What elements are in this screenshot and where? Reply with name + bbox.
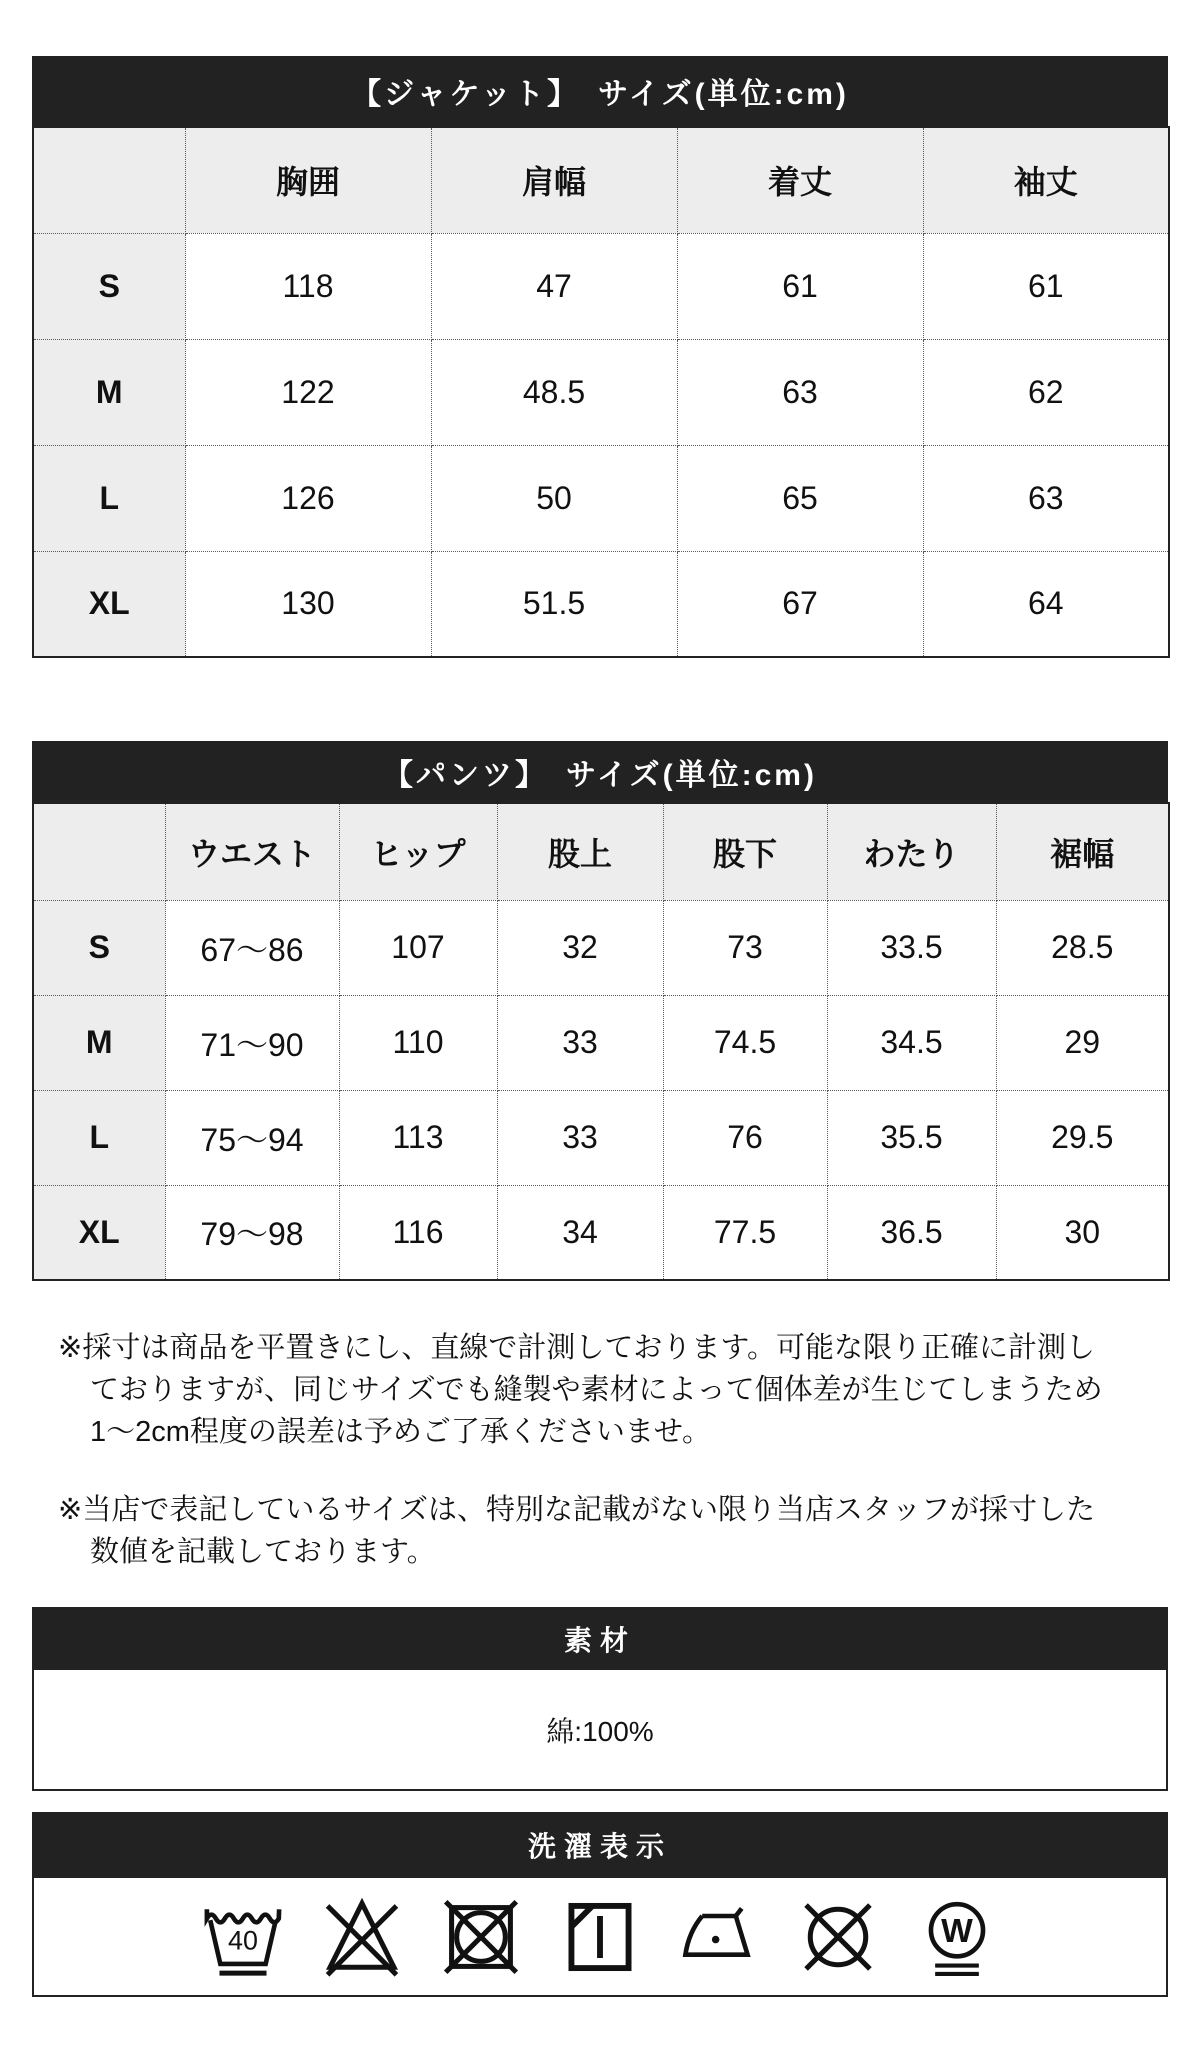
do-not-tumble-dry-icon — [439, 1895, 523, 1979]
note-marker: ※ — [58, 1494, 83, 1526]
jacket-l-length: 65 — [677, 445, 923, 551]
jacket-title-bar — [32, 56, 1168, 126]
jacket-row-xl — [33, 551, 1169, 657]
jacket-xl-length: 67 — [677, 551, 923, 657]
jacket-xl-shoulder: 51.5 — [431, 551, 677, 657]
note-line: ておりますが、同じサイズでも縫製や素材によって個体差が生じてしまうため — [90, 1374, 1103, 1406]
jacket-size-label-m: M — [33, 339, 185, 445]
jacket-s-shoulder: 47 — [431, 233, 677, 339]
jacket-size-label-l: L — [33, 445, 185, 551]
jacket-col-sleeve: 袖丈 — [923, 127, 1169, 233]
svg-text:W: W — [941, 1912, 973, 1950]
note-line: 数値を記載しております。 — [90, 1536, 436, 1568]
wash-40-gentle-icon — [201, 1895, 285, 1979]
pants-m-thigh: 34.5 — [827, 995, 996, 1090]
do-not-dry-clean-icon — [796, 1895, 880, 1979]
jacket-col-length: 着丈 — [677, 127, 923, 233]
pants-s-inseam: 73 — [663, 900, 827, 995]
pants-xl-thigh: 36.5 — [827, 1185, 996, 1280]
jacket-title: 【ジャケット】 サイズ(単位:cm) — [351, 78, 849, 111]
pants-xl-hip: 116 — [339, 1185, 497, 1280]
jacket-m-length: 63 — [677, 339, 923, 445]
material-value-box — [32, 1670, 1168, 1791]
jacket-s-sleeve: 61 — [923, 233, 1169, 339]
pants-corner-cell — [33, 803, 165, 900]
note-text: 当店で表記しているサイズは、特別な記載がない限り当店スタッフが採寸した — [82, 1494, 1095, 1526]
pants-size-section — [32, 741, 1168, 1281]
line-dry-in-shade-icon — [558, 1895, 642, 1979]
jacket-col-chest: 胸囲 — [185, 127, 431, 233]
jacket-row-s — [33, 233, 1169, 339]
pants-xl-waist: 79〜98 — [165, 1185, 339, 1280]
care-section — [32, 1812, 1168, 1997]
material-section — [32, 1607, 1168, 1791]
jacket-m-sleeve: 62 — [923, 339, 1169, 445]
pants-col-rise: 股上 — [497, 803, 663, 900]
jacket-corner-cell — [33, 127, 185, 233]
pants-row-xl — [33, 1185, 1169, 1280]
pants-s-hip: 107 — [339, 900, 497, 995]
pants-l-rise: 33 — [497, 1090, 663, 1185]
care-title-bar — [32, 1812, 1168, 1878]
pants-size-label-s: S — [33, 900, 165, 995]
pants-m-waist: 71〜90 — [165, 995, 339, 1090]
do-not-bleach-icon — [320, 1895, 404, 1979]
pants-m-inseam: 74.5 — [663, 995, 827, 1090]
jacket-s-chest: 118 — [185, 233, 431, 339]
pants-row-m — [33, 995, 1169, 1090]
care-title: 洗濯表示 — [527, 1831, 672, 1862]
pants-m-hem: 29 — [996, 995, 1169, 1090]
pants-s-hem: 28.5 — [996, 900, 1169, 995]
pants-l-waist: 75〜94 — [165, 1090, 339, 1185]
material-title-bar — [32, 1607, 1168, 1670]
care-icons-row — [32, 1878, 1168, 1997]
pants-xl-hem: 30 — [996, 1185, 1169, 1280]
jacket-size-label-xl: XL — [33, 551, 185, 657]
pants-xl-inseam: 77.5 — [663, 1185, 827, 1280]
jacket-m-shoulder: 48.5 — [431, 339, 677, 445]
pants-l-hip: 113 — [339, 1090, 497, 1185]
pants-col-hip: ヒップ — [339, 803, 497, 900]
jacket-row-m — [33, 339, 1169, 445]
material-value: 綿:100% — [546, 1715, 654, 1747]
note-line — [58, 1489, 1160, 1531]
pants-col-waist: ウエスト — [165, 803, 339, 900]
iron-low-one-dot-icon — [677, 1895, 761, 1979]
pants-header-row — [33, 803, 1169, 900]
pants-size-label-xl: XL — [33, 1185, 165, 1280]
staff-measured-note — [58, 1489, 1160, 1573]
notes-block — [58, 1327, 1160, 1573]
pants-size-label-l: L — [33, 1090, 165, 1185]
wet-clean-very-gentle-icon — [915, 1895, 999, 1979]
jacket-l-chest: 126 — [185, 445, 431, 551]
pants-row-s — [33, 900, 1169, 995]
jacket-size-section — [32, 56, 1168, 658]
pants-title-bar — [32, 741, 1168, 802]
note-text: 採寸は商品を平置きにし、直線で計測しております。可能な限り正確に計測し — [82, 1332, 1095, 1364]
material-title: 素材 — [563, 1624, 636, 1656]
pants-col-hem: 裾幅 — [996, 803, 1169, 900]
pants-size-table — [32, 802, 1170, 1281]
jacket-xl-chest: 130 — [185, 551, 431, 657]
note-line: 1〜2cm程度の誤差は予めご了承くださいませ。 — [90, 1416, 712, 1448]
jacket-l-shoulder: 50 — [431, 445, 677, 551]
pants-s-rise: 32 — [497, 900, 663, 995]
jacket-m-chest: 122 — [185, 339, 431, 445]
jacket-size-label-s: S — [33, 233, 185, 339]
pants-s-thigh: 33.5 — [827, 900, 996, 995]
jacket-xl-sleeve: 64 — [923, 551, 1169, 657]
jacket-s-length: 61 — [677, 233, 923, 339]
pants-size-label-m: M — [33, 995, 165, 1090]
svg-text:40: 40 — [228, 1925, 258, 1956]
measurement-note — [58, 1327, 1160, 1453]
pants-l-hem: 29.5 — [996, 1090, 1169, 1185]
note-line — [58, 1327, 1160, 1369]
jacket-l-sleeve: 63 — [923, 445, 1169, 551]
pants-s-waist: 67〜86 — [165, 900, 339, 995]
jacket-col-shoulder: 肩幅 — [431, 127, 677, 233]
pants-l-inseam: 76 — [663, 1090, 827, 1185]
jacket-size-table — [32, 126, 1170, 658]
pants-title: 【パンツ】 サイズ(単位:cm) — [383, 758, 817, 792]
pants-row-l — [33, 1090, 1169, 1185]
pants-l-thigh: 35.5 — [827, 1090, 996, 1185]
pants-m-hip: 110 — [339, 995, 497, 1090]
pants-xl-rise: 34 — [497, 1185, 663, 1280]
jacket-row-l — [33, 445, 1169, 551]
pants-col-thigh: わたり — [827, 803, 996, 900]
note-marker: ※ — [58, 1332, 83, 1364]
jacket-header-row — [33, 127, 1169, 233]
pants-m-rise: 33 — [497, 995, 663, 1090]
pants-col-inseam: 股下 — [663, 803, 827, 900]
